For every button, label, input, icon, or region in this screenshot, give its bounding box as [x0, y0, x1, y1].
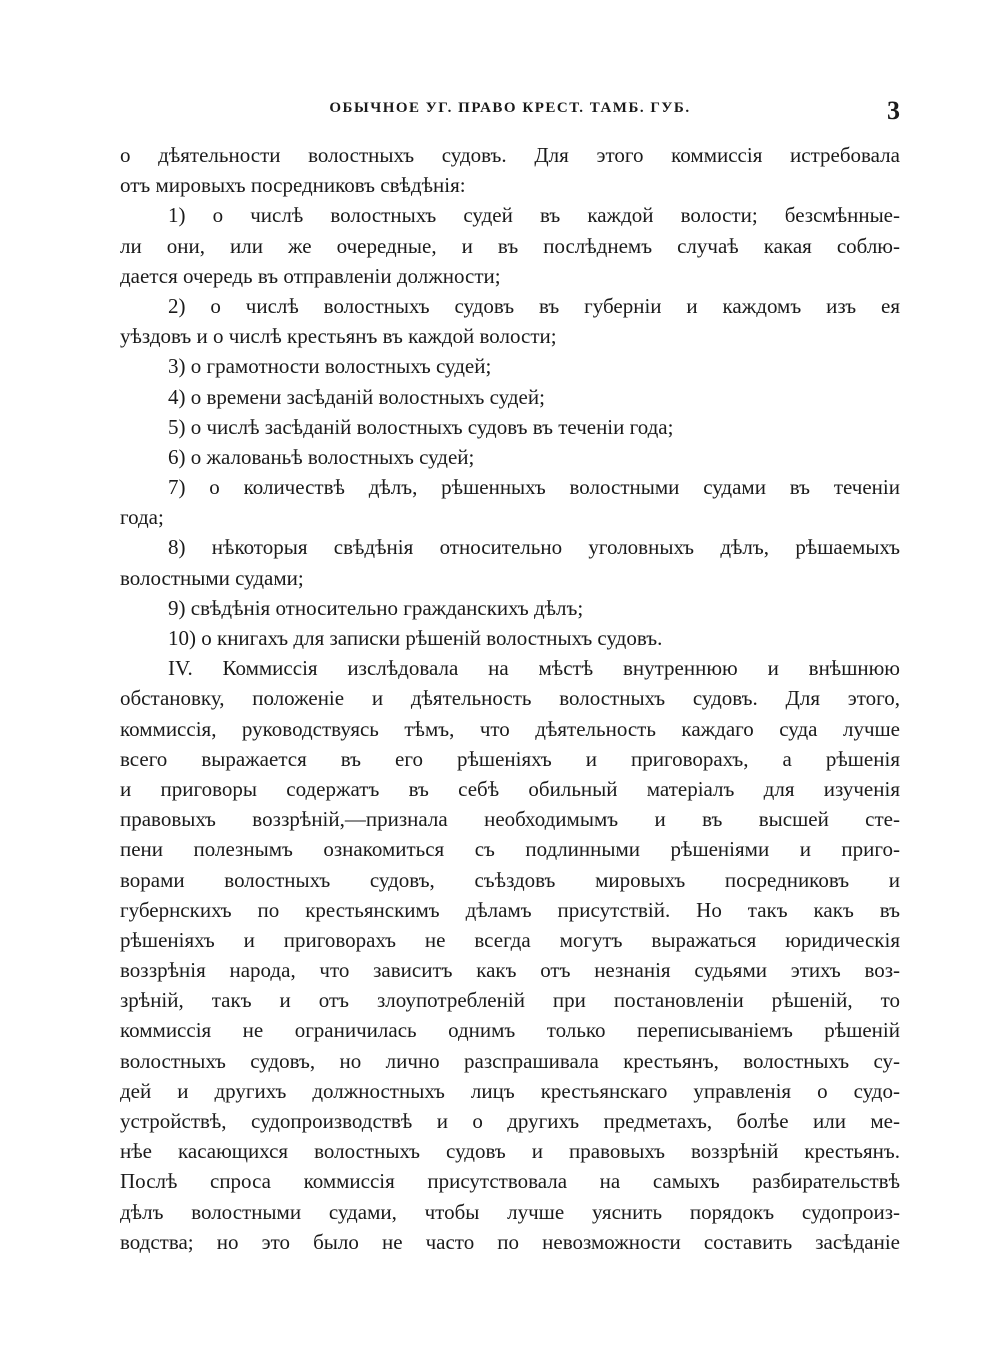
text-line: дается очередь въ отправленіи должности; — [120, 263, 501, 288]
text-line: Послѣ спроса коммиссія присутствовала на самыхъ разбирательствѣ — [120, 1169, 900, 1194]
text-line: дѣлъ волостными судами, чтобы лучше уяснить порядокъ судопроиз- — [120, 1199, 900, 1224]
text-line: и приговоры содержатъ въ себѣ обильный матеріалъ для изученія — [120, 776, 900, 801]
text-line: 3) о грамотности волостныхъ судей; — [168, 354, 492, 379]
text-line: рѣшеніяхъ и приговорахъ не всегда могутъ выражаться юридическія — [120, 927, 900, 952]
text-line: всего выражается въ его рѣшеніяхъ и приговорахъ, а рѣшенія — [120, 746, 900, 771]
text-line: водства; но это было не часто по невозможности составить засѣданіе — [120, 1229, 900, 1254]
text-line: отъ мировыхъ посредниковъ свѣдѣнія: — [120, 173, 466, 198]
text-line: 8) нѣкоторыя свѣдѣнія относительно уголовныхъ дѣлъ, рѣшаемыхъ — [168, 535, 900, 560]
text-line: ворами волостныхъ судовъ, съѣздовъ мировыхъ посредниковъ и — [120, 867, 900, 892]
text-line: 1) о числѣ волостныхъ судей въ каждой волости; безсмѣнные- — [168, 203, 900, 228]
text-line: коммиссія, руководствуясь тѣмъ, что дѣятельность каждаго суда лучше — [120, 716, 900, 741]
body-text — [120, 140, 900, 1257]
running-header — [120, 96, 900, 126]
text-line: волостныхъ судовъ, но лично разспрашивала крестьянъ, волостныхъ су- — [120, 1048, 900, 1073]
text-line: дей и другихъ должностныхъ лицъ крестьянскаго управленія о судо- — [120, 1078, 900, 1103]
text-line: коммиссія не ограничилась однимъ только переписываніемъ рѣшеній — [120, 1018, 900, 1043]
text-line: ли они, или же очередные, и въ послѣднемъ случаѣ какая соблю- — [120, 233, 900, 258]
text-line: 5) о числѣ засѣданій волостныхъ судовъ въ теченіи года; — [168, 414, 674, 439]
text-line: 7) о количествѣ дѣлъ, рѣшенныхъ волостными судами въ теченіи — [168, 475, 900, 500]
text-line: зрѣній, такъ и отъ злоупотребленій при постановленіи рѣшеній, то — [120, 988, 900, 1013]
text-line: года; — [120, 505, 164, 530]
text-line: правовыхъ воззрѣній,—признала необходимымъ и въ высшей сте- — [120, 807, 900, 832]
running-title: ОБЫЧНОЕ УГ. ПРАВО КРЕСТ. ТАМБ. ГУБ. — [329, 100, 691, 116]
page-number: 3 — [887, 96, 900, 125]
text-line: пени полезнымъ ознакомиться съ подлинными рѣшеніями и приго- — [120, 837, 900, 862]
text-line: IV. Коммиссія изслѣдовала на мѣстѣ внутреннюю и внѣшнюю — [168, 656, 900, 681]
text-line: губернскихъ по крестьянскимъ дѣламъ присутствій. Но такъ какъ въ — [120, 897, 900, 922]
text-line: уѣздовъ и о числѣ крестьянъ въ каждой волости; — [120, 324, 557, 349]
text-line: нѣе касающихся волостныхъ судовъ и правовыхъ воззрѣній крестьянъ. — [120, 1139, 900, 1164]
text-line: 4) о времени засѣданій волостныхъ судей; — [168, 384, 545, 409]
text-line: волостными судами; — [120, 565, 304, 590]
text-line: о дѣятельности волостныхъ судовъ. Для этого коммиссія истребовала — [120, 143, 900, 167]
text-line: обстановку, положеніе и дѣятельность волостныхъ судовъ. Для этого, — [120, 686, 900, 711]
text-line: 6) о жалованьѣ волостныхъ судей; — [168, 444, 475, 469]
text-line: 10) о книгахъ для записки рѣшеній волостныхъ судовъ. — [168, 626, 663, 650]
text-line: 2) о числѣ волостныхъ судовъ въ губерніи и каждомъ изъ ея — [168, 293, 900, 318]
text-line: воззрѣнія народа, что зависитъ какъ отъ незнанія судьями этихъ воз- — [120, 958, 900, 983]
text-line: 9) свѣдѣнія относительно гражданскихъ дѣлъ; — [168, 595, 584, 620]
text-line: устройствѣ, судопроизводствѣ и о другихъ предметахъ, болѣе или ме- — [120, 1109, 900, 1133]
